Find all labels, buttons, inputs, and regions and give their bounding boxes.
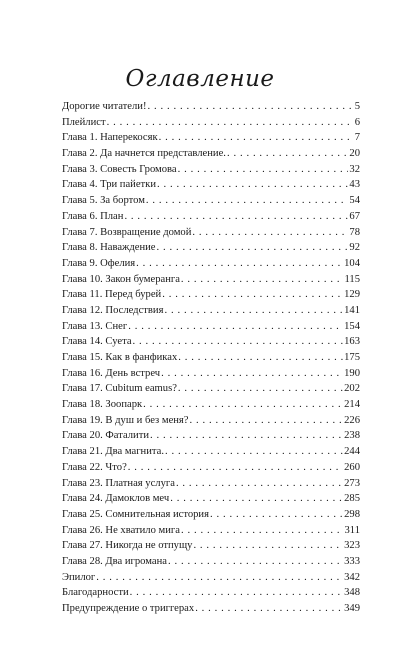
toc-entry-page-number: 349 [344, 603, 360, 614]
toc-entry-label: Глава 26. Не хватило мига [62, 524, 180, 536]
dot-leader [168, 554, 343, 570]
toc-entry-label: Глава 6. План [62, 210, 124, 222]
toc-entry-page-number: 115 [344, 273, 360, 285]
dot-leader [147, 99, 353, 115]
dot-leader [162, 287, 343, 303]
toc-entry-page-number: 6 [354, 116, 360, 128]
dot-leader [176, 476, 343, 492]
dot-leader [128, 319, 343, 335]
toc-entry [62, 476, 360, 492]
toc-entry [62, 334, 360, 350]
toc-entry [62, 538, 360, 554]
dot-leader [178, 381, 343, 397]
toc-entry-label: Предупреждение о триггерах [62, 603, 195, 614]
toc-entry-label: Глава 22. Что? [62, 461, 127, 473]
dot-leader [96, 570, 343, 586]
dot-leader [146, 193, 348, 209]
toc-entry-label: Глава 4. Три пайетки [62, 179, 156, 191]
toc-entry [62, 287, 360, 303]
dot-leader [157, 240, 349, 256]
toc-entry-label: Глава 8. Наваждение [62, 242, 156, 254]
toc-entry [62, 115, 360, 131]
toc-entry-page-number: 260 [344, 461, 360, 473]
toc-entry-label: Глава 24. Дамоклов меч [62, 493, 170, 505]
dot-leader [227, 146, 348, 162]
toc-entry [62, 413, 360, 429]
toc-entry [62, 366, 360, 382]
dot-leader [128, 460, 343, 476]
toc-entry-page-number: 348 [344, 587, 360, 599]
toc-entry [62, 240, 360, 256]
toc-entry-label: Эпилог [62, 571, 96, 583]
toc-entry [62, 381, 360, 397]
dot-leader [143, 397, 343, 413]
toc-entry-label: Глава 18. Зоопарк [62, 399, 143, 411]
toc-entry [62, 99, 360, 115]
toc-entry [62, 601, 360, 617]
dot-leader [170, 491, 343, 507]
toc-entry-page-number: 190 [344, 367, 360, 379]
toc-entry-page-number: 342 [344, 571, 360, 583]
toc-entry-page-number: 78 [349, 226, 360, 238]
dot-leader [210, 507, 343, 523]
toc-entry-label: Глава 7. Возвращение домой [62, 226, 192, 238]
toc-entry-page-number: 285 [344, 493, 360, 505]
page-title: Оглавление [125, 66, 275, 92]
toc-entry-label: Глава 11. Перед бурей [62, 289, 162, 301]
toc-entry-label: Дорогие читатели! [62, 101, 147, 112]
toc-entry-page-number: 226 [344, 414, 360, 426]
toc-entry-label: Глава 15. Как в фанфиках [62, 352, 178, 363]
toc-entry [62, 303, 360, 319]
toc-entry-page-number: 311 [344, 524, 360, 536]
toc-entry-page-number: 175 [344, 352, 360, 363]
toc-entry-label: Глава 3. Совесть Громова [62, 163, 177, 175]
toc-entry-label: Глава 9. Офелия [62, 257, 136, 269]
dot-leader [161, 366, 343, 382]
dot-leader [164, 303, 343, 319]
dot-leader [133, 334, 344, 350]
dot-leader [190, 413, 344, 429]
toc-entry [62, 570, 360, 586]
toc-entry-page-number: 32 [349, 163, 360, 175]
toc-entry-label: Глава 12. Последствия [62, 304, 164, 316]
dot-leader [181, 523, 344, 539]
toc-entry [62, 350, 360, 366]
toc-entry-page-number: 273 [344, 477, 360, 489]
toc-entry [62, 585, 360, 601]
toc-entry [62, 554, 360, 570]
toc-entry [62, 491, 360, 507]
toc-entry-page-number: 43 [349, 179, 360, 191]
toc-entry [62, 225, 360, 241]
toc-entry-label: Глава 13. Снег [62, 320, 128, 332]
toc-entry-label: Плейлист [62, 116, 106, 128]
toc-entry-label: Глава 14. Суета [62, 336, 132, 348]
toc-entry [62, 130, 360, 146]
toc-entry-page-number: 20 [349, 148, 360, 160]
toc-entry-page-number: 141 [344, 304, 360, 316]
toc-entry-label: Глава 23. Платная услуга [62, 477, 175, 489]
toc-entry-page-number: 92 [349, 242, 360, 254]
dot-leader [193, 538, 343, 554]
toc-entry-label: Глава 16. День встреч [62, 367, 161, 379]
toc-entry-page-number: 202 [344, 383, 360, 395]
dot-leader [192, 225, 348, 241]
toc-entry [62, 146, 360, 162]
toc-entry-label: Глава 20. Фаталити [62, 430, 150, 442]
toc-entry [62, 523, 360, 539]
toc-entry [62, 460, 360, 476]
toc-entry-page-number: 54 [349, 195, 360, 207]
toc-entry-page-number: 129 [344, 289, 360, 301]
toc-entry [62, 177, 360, 193]
toc-entry [62, 272, 360, 288]
dot-leader [181, 272, 344, 288]
toc-entry [62, 428, 360, 444]
toc-entry-page-number: 244 [344, 446, 360, 458]
toc-entry-page-number: 238 [344, 430, 360, 442]
dot-leader [159, 130, 354, 146]
toc-entry-page-number: 7 [354, 132, 360, 144]
toc-entry-label: Глава 27. Никогда не отпущу [62, 540, 193, 552]
toc-entry-page-number: 323 [344, 540, 360, 552]
toc-entry-label: Глава 1. Наперекосяк [62, 132, 158, 144]
dot-leader [195, 601, 343, 617]
toc-entry-label: Глава 25. Сомнительная история [62, 508, 209, 520]
toc-entry-page-number: 5 [354, 101, 360, 112]
toc-entry-label: Благодарности [62, 587, 129, 599]
table-of-contents [62, 99, 360, 617]
toc-entry [62, 507, 360, 523]
toc-entry-label: Глава 2. Да начнется представление. [62, 148, 226, 160]
dot-leader [178, 350, 343, 366]
toc-entry-label: Глава 19. В душ и без меня? [62, 414, 189, 426]
toc-entry [62, 444, 360, 460]
dot-leader [150, 428, 343, 444]
dot-leader [107, 115, 354, 131]
toc-entry-page-number: 298 [344, 508, 360, 520]
toc-entry-page-number: 104 [344, 257, 360, 269]
dot-leader [178, 162, 349, 178]
toc-entry-page-number: 67 [349, 210, 360, 222]
toc-entry-label: Глава 28. Два игромана [62, 555, 167, 567]
toc-entry [62, 319, 360, 335]
toc-entry-page-number: 333 [344, 555, 360, 567]
dot-leader [130, 585, 343, 601]
toc-entry [62, 256, 360, 272]
toc-entry-label: Глава 21. Два магнита. [62, 446, 164, 458]
toc-entry [62, 397, 360, 413]
toc-entry-label: Глава 5. За бортом [62, 195, 145, 207]
toc-entry [62, 162, 360, 178]
dot-leader [136, 256, 343, 272]
dot-leader [124, 209, 348, 225]
toc-entry [62, 209, 360, 225]
toc-entry-label: Глава 17. Cubitum eamus? [62, 383, 177, 395]
toc-entry [62, 193, 360, 209]
toc-entry-page-number: 214 [344, 399, 360, 411]
dot-leader [165, 444, 343, 460]
toc-entry-label: Глава 10. Закон бумеранга [62, 273, 180, 285]
toc-entry-page-number: 163 [344, 336, 360, 348]
dot-leader [157, 177, 348, 193]
toc-entry-page-number: 154 [344, 320, 360, 332]
